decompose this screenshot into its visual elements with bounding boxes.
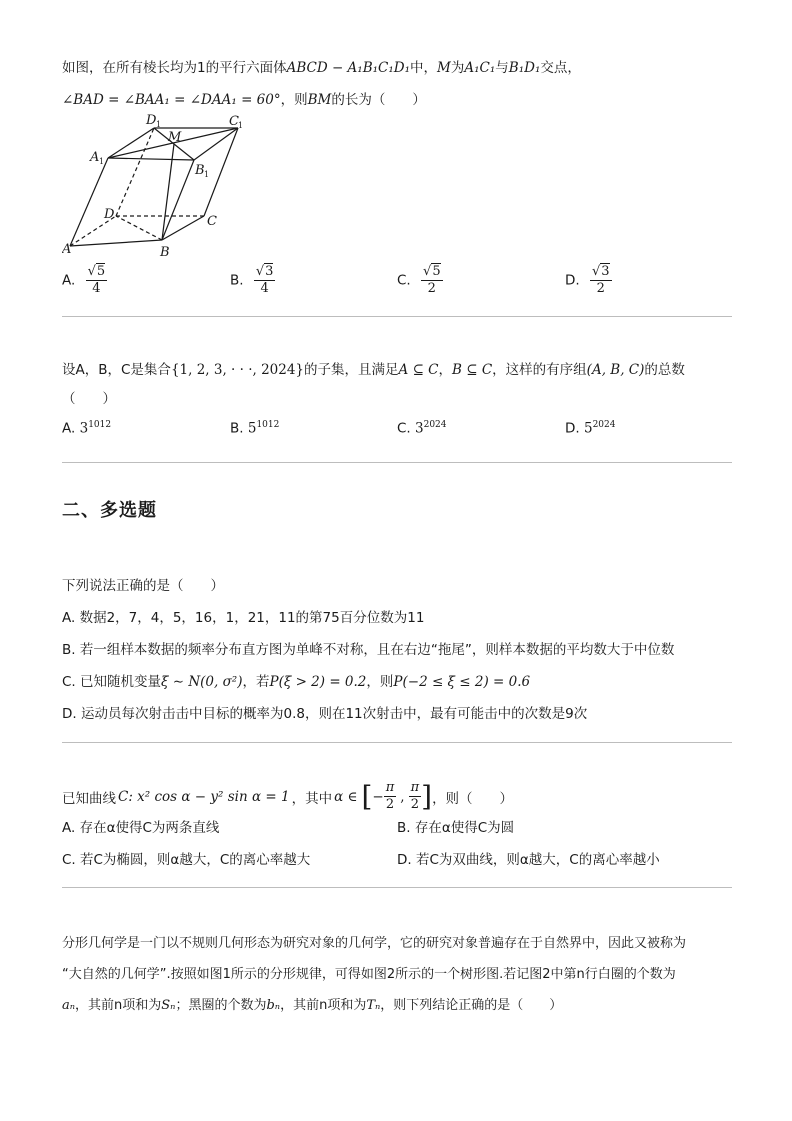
segment-bd [116, 216, 162, 240]
svg-text:1: 1 [204, 170, 210, 179]
label-d: D [104, 207, 115, 222]
divider [62, 316, 732, 317]
q1-option-d[interactable]: D. $\frac{√3}{2}$ [565, 264, 610, 296]
q5-line1: 分形几何学是一门以不规则几何形态为研究对象的几何学，它的研究对象普遍存在于自然界中，因此又被称为 [62, 936, 687, 951]
edge-aa1 [70, 158, 108, 246]
q4-option-c[interactable]: C. 若C为椭圆，则α越大，C的离心率越大 [62, 852, 311, 868]
label-a: A [62, 242, 72, 257]
q3-option-d[interactable]: D. 运动员每次射击击中目标的概率为0.8，则在11次射击中，最有可能击中的次数是9次 [62, 706, 588, 722]
q5-line3: aₙ，其前n项和为Sₙ；黑圈的个数为bₙ，其前n项和为Tₙ，则下列结论正确的是（ ） [62, 998, 563, 1013]
q1-option-b[interactable]: B. $\frac{√3}{4}$ [230, 264, 274, 296]
label-a1: A [90, 150, 100, 165]
edge-a1b1 [108, 158, 194, 160]
q1-stem-line1: 如图，在所有棱长均为1的平行六面体ABCD − A₁B₁C₁D₁中，M为A₁C₁与B₁D₁交点， [62, 60, 581, 76]
q1-stem-line2: ∠BAD = ∠BAA₁ = ∠DAA₁ = 60°，则BM的长为（ ） [62, 92, 426, 108]
q1-option-a[interactable]: A. $\frac{√5}{4}$ [62, 264, 106, 296]
label-m: M [168, 130, 182, 145]
svg-text:1: 1 [238, 121, 244, 130]
divider [62, 742, 732, 743]
label-b1: B [195, 163, 205, 178]
solid-name: ABCD − A₁B₁C₁D₁ [286, 60, 411, 76]
q4-option-b[interactable]: B. 存在α使得C为圆 [397, 820, 515, 836]
edge-cc1 [204, 128, 238, 216]
q1-option-c[interactable]: C. $\frac{√5}{2}$ [397, 264, 441, 296]
q2-option-c[interactable]: C. $3^{2024}$ [397, 420, 447, 437]
section-title: 二、多选题 [62, 500, 157, 521]
q2-option-d[interactable]: D. $5^{2024}$ [565, 420, 616, 437]
q2-paren: （ ） [62, 391, 116, 407]
edge-dd1 [116, 128, 154, 216]
q4-option-a[interactable]: A. 存在α使得C为两条直线 [62, 820, 220, 836]
q2-option-b[interactable]: B. $5^{1012}$ [230, 420, 280, 437]
q2-option-a[interactable]: A. $3^{1012}$ [62, 420, 112, 437]
label-d1: D [146, 113, 157, 128]
edge-bc [162, 216, 204, 240]
label-c: C [207, 214, 217, 229]
divider [62, 887, 732, 888]
edge-ab [70, 240, 162, 246]
q4-option-d[interactable]: D. 若C为双曲线，则α越大，C的离心率越小 [397, 852, 660, 868]
q3-option-a[interactable]: A. 数据2，7，4，5，16，1，21，11的第75百分位数为11 [62, 610, 425, 626]
svg-text:1: 1 [156, 120, 162, 129]
q2-stem: 设A，B，C是集合{1, 2, 3, · · ·, 2024}的子集，且满足A ⊆ C，B ⊆ C，这样的有序组(A, B, C)的总数 [62, 362, 685, 378]
svg-text:1: 1 [99, 157, 105, 166]
q3-option-b[interactable]: B. 若一组样本数据的频率分布直方图为单峰不对称，且在右边“拖尾”，则样本数据的平均数大于中位数 [62, 642, 675, 658]
q3-stem: 下列说法正确的是（ ） [62, 578, 224, 594]
label-b: B [160, 245, 170, 258]
q3-option-c[interactable]: C. 已知随机变量ξ ∼ N(0, σ²)，若P(ξ > 2) = 0.2，则P(−2 ≤ ξ ≤ 2) = 0.6 [62, 674, 531, 690]
divider [62, 462, 732, 463]
q5-line2: “大自然的几何学”.按照如图1所示的分形规律，可得如图2所示的一个树形图.若记图2中第n行白圈的个数为 [62, 967, 676, 982]
label-c1: C [229, 114, 239, 129]
angle-condition: ∠BAD = ∠BAA₁ = ∠DAA₁ = 60° [62, 92, 281, 108]
parallelepiped-figure [62, 108, 252, 258]
q4-stem: 已知曲线 C: x² cos α − y² sin α = 1 ，其中 α ∈ [ − $\frac{\pi}{2}$ , $\frac{\pi}{2}$ ] ，则（ ） [62, 779, 514, 813]
